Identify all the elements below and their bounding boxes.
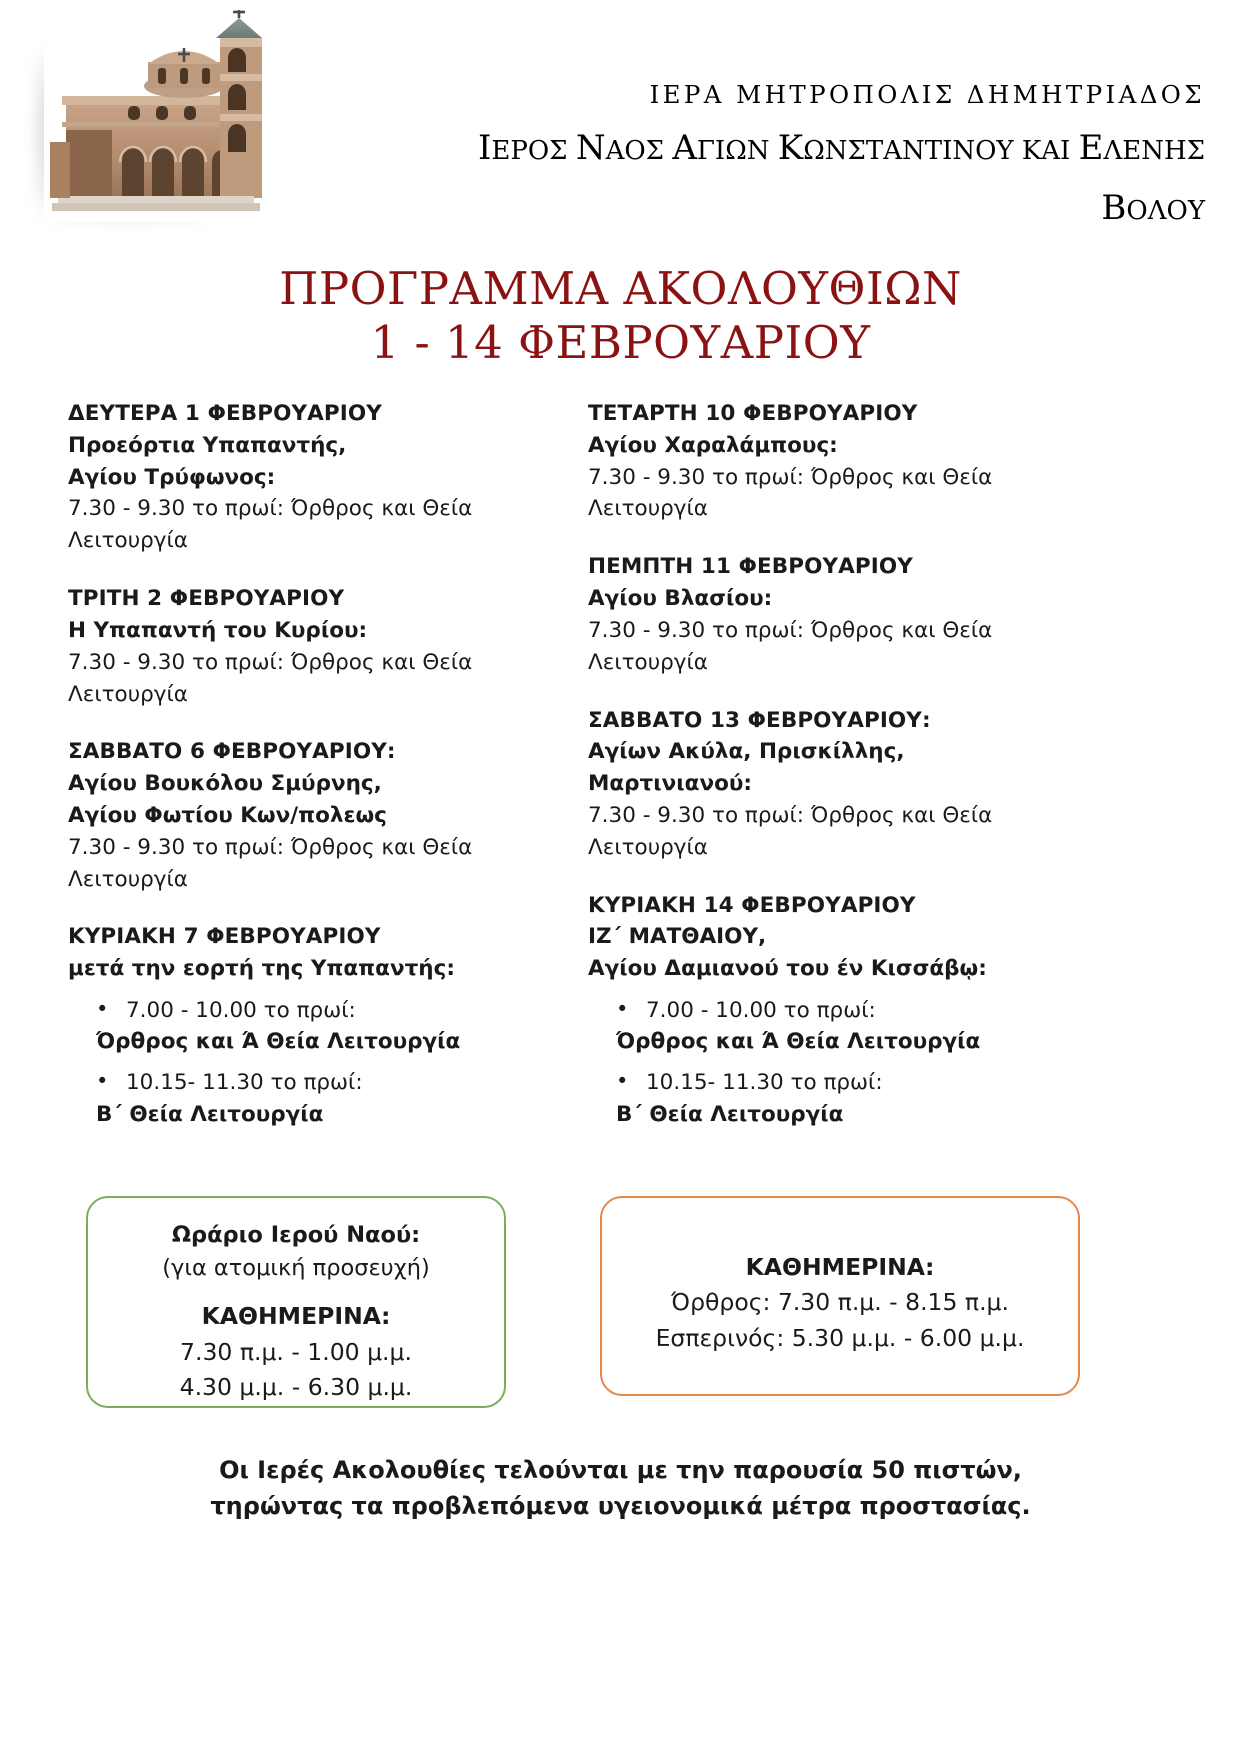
bullet-time: • 10.15- 11.30 το πρωί:	[588, 1067, 1108, 1098]
bullet-time: • 7.00 - 10.00 το πρωί:	[588, 995, 1108, 1026]
space-1	[568, 136, 576, 166]
opening-hours-subtitle: (για ατομική προσευχή)	[162, 1254, 430, 1281]
bullet-time: • 10.15- 11.30 το πρωί:	[68, 1067, 588, 1098]
entry-body: Λειτουργία	[68, 866, 188, 892]
entry-date: ΚΥΡΙΑΚΗ 7 ΦΕΒΡΟΥΑΡΙΟΥ	[68, 924, 381, 950]
entry-date: ΣΑΒΒΑΤΟ 6 ΦΕΒΡΟΥΑΡΙΟΥ:	[68, 739, 396, 765]
bullet-text: Β΄ Θεία Λειτουργία	[616, 1101, 844, 1127]
entry-body: Λειτουργία	[68, 528, 188, 554]
entry-body: Λειτουργία	[588, 834, 708, 860]
church-name-agion: ΓΙΩΝ	[696, 136, 770, 166]
entry-date: ΤΡΙΤΗ 2 ΦΕΒΡΟΥΑΡΙΟΥ	[68, 586, 345, 612]
entry-body: 7.30 - 9.30 το πρωί: Όρθρος και Θεία	[588, 802, 993, 828]
church-name-e: Ε	[1078, 128, 1104, 168]
schedule-entry	[588, 890, 1108, 1130]
entry-body: 7.30 - 9.30 το πρωί: Όρθρος και Θεία	[68, 496, 473, 522]
daily-services-box	[600, 1196, 1080, 1396]
entry-date: ΤΕΤΑΡΤΗ 10 ΦΕΒΡΟΥΑΡΙΟΥ	[588, 401, 918, 426]
opening-hours-weekday-label: ΚΑΘΗΜΕΡΙΝΑ:	[201, 1302, 391, 1331]
bullet-time: • 7.00 - 10.00 το πρωί:	[68, 995, 588, 1026]
service-bullet-list	[68, 995, 588, 1130]
church-name-n: Ν	[575, 128, 606, 168]
church-name-naos: ΑΟΣ	[605, 136, 665, 166]
entry-subtitle: Η Υπαπαντή του Κυρίου:	[68, 617, 368, 643]
daily-services-label: ΚΑΘΗΜΕΡΙΝΑ:	[745, 1253, 935, 1281]
entry-subtitle: Αγίου Φωτίου Κων/πολεως	[68, 802, 387, 828]
list-item	[588, 1067, 1108, 1129]
church-name-konstantinou: ΩΝΣΤΑΝΤΙΝΟΥ	[803, 136, 1014, 166]
church-name-k: Κ	[777, 128, 804, 168]
entry-subtitle: Αγίου Δαμιανού του έν Κισσάβῳ:	[588, 956, 987, 982]
opening-hours-box	[86, 1196, 506, 1408]
bullet-text: Β΄ Θεία Λειτουργία	[96, 1101, 324, 1127]
church-name	[300, 128, 1205, 168]
entry-body: 7.30 - 9.30 το πρωί: Όρθρος και Θεία	[68, 834, 473, 860]
entry-body: Λειτουργία	[68, 681, 188, 707]
document-header	[0, 0, 1241, 258]
schedule-columns	[0, 398, 1241, 1130]
list-item	[68, 995, 588, 1057]
space-4	[1014, 136, 1022, 166]
church-name-i: Ι	[477, 128, 492, 168]
city-name-b: Β	[1101, 187, 1127, 228]
daily-services-esperinos: Εσπερινός: 5.30 μ.μ. - 6.00 μ.μ.	[655, 1323, 1025, 1352]
entry-date: ΚΥΡΙΑΚΗ 14 ΦΕΒΡΟΥΑΡΙΟΥ	[588, 892, 916, 918]
entry-body: Λειτουργία	[588, 496, 708, 522]
city-name	[300, 187, 1205, 228]
church-photograph	[36, 10, 276, 225]
entry-subtitle: μετά την εορτή της Υπαπαντής:	[68, 956, 455, 982]
metropolis-name: ΙΕΡΑ ΜΗΤΡΟΠΟΛΙΣ ΔΗΜΗΤΡΙΑΔΟΣ	[649, 80, 1205, 109]
schedule-entry	[68, 921, 588, 1129]
schedule-entry	[588, 705, 1108, 864]
schedule-column-left	[68, 398, 588, 1130]
city-name-olou: ΟΛΟΥ	[1126, 195, 1205, 226]
church-name-kai: ΚΑΙ	[1021, 136, 1071, 166]
list-item	[68, 1067, 588, 1129]
entry-subtitle: Αγίου Βουκόλου Σμύρνης,	[68, 771, 382, 797]
entry-subtitle: Μαρτινιανού:	[588, 771, 752, 797]
service-bullet-list	[588, 995, 1108, 1130]
entry-subtitle: Προεόρτια Υπαπαντής,	[68, 432, 347, 458]
opening-hours-morning: 7.30 π.μ. - 1.00 μ.μ.	[180, 1337, 412, 1366]
entry-date: ΠΕΜΠΤΗ 11 ΦΕΒΡΟΥΑΡΙΟΥ	[588, 554, 913, 580]
page-title	[0, 264, 1241, 369]
footer-notice	[0, 1452, 1241, 1525]
opening-hours-title: Ωράριο Ιερού Ναού:	[171, 1222, 421, 1248]
schedule-entry	[588, 551, 1108, 678]
daily-services-orthros: Όρθρος: 7.30 π.μ. - 8.15 π.μ.	[671, 1288, 1009, 1317]
page-title-line-2: 1 - 14 ΦΕΒΡΟΥΑΡΙΟΥ	[370, 316, 871, 370]
entry-subtitle: Αγίου Χαραλάμπους:	[588, 432, 838, 458]
info-boxes	[0, 1196, 1241, 1416]
entry-body: 7.30 - 9.30 το πρωί: Όρθρος και Θεία	[68, 649, 473, 675]
entry-subtitle: Αγίου Βλασίου:	[588, 586, 773, 612]
bullet-text: Όρθρος και Ά Θεία Λειτουργία	[616, 1029, 981, 1055]
entry-body: 7.30 - 9.30 το πρωί: Όρθρος και Θεία	[588, 464, 993, 490]
header-text-block	[300, 0, 1205, 228]
space-5	[1070, 136, 1078, 166]
church-name-ieros: ΕΡΟΣ	[491, 136, 568, 166]
schedule-column-right	[588, 398, 1108, 1130]
schedule-entry	[68, 736, 588, 895]
entry-body: 7.30 - 9.30 το πρωί: Όρθρος και Θεία	[588, 617, 993, 643]
entry-date: ΣΑΒΒΑΤΟ 13 ΦΕΒΡΟΥΑΡΙΟΥ:	[588, 707, 931, 733]
list-item	[588, 995, 1108, 1057]
space-3	[770, 136, 778, 166]
entry-body: Λειτουργία	[588, 649, 708, 675]
page-title-line-1: ΠΡΟΓΡΑΜΜΑ ΑΚΟΛΟΥΘΙΩΝ	[279, 262, 962, 315]
footer-notice-line-2: τηρώντας τα προβλεπόμενα υγειονομικά μέτρα προστασίας.	[210, 1492, 1031, 1521]
church-name-elenis: ΛΕΝΗΣ	[1103, 136, 1205, 166]
entry-subtitle: Αγίου Τρύφωνος:	[68, 464, 276, 490]
entry-subtitle: ΙΖ΄ ΜΑΤΘΑΙΟΥ,	[588, 924, 767, 950]
bullet-text: Όρθρος και Ά Θεία Λειτουργία	[96, 1029, 461, 1055]
schedule-entry	[588, 398, 1108, 525]
entry-subtitle: Αγίων Ακύλα, Πρισκίλλης,	[588, 739, 905, 765]
schedule-entry	[68, 398, 588, 557]
footer-notice-line-1: Οι Ιερές Ακολουθίες τελούνται με την παρουσία 50 πιστών,	[219, 1456, 1022, 1484]
church-illustration	[44, 10, 269, 222]
entry-date: ΔΕΥΤΕΡΑ 1 ΦΕΒΡΟΥΑΡΙΟΥ	[68, 401, 382, 426]
schedule-entry	[68, 583, 588, 710]
church-name-a: Α	[672, 128, 697, 168]
opening-hours-afternoon: 4.30 μ.μ. - 6.30 μ.μ.	[179, 1373, 413, 1402]
